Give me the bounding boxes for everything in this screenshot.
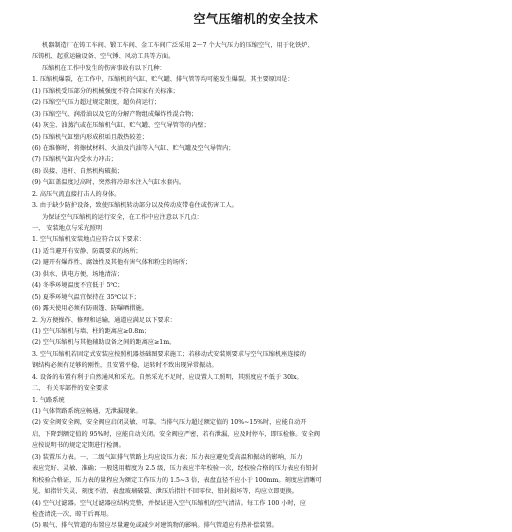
text-line: 和校验合格证，压力表的量程应为额定工作压力的 1.5~3 倍，表盘直径不应小于 100mm。刻度应清晰可 [32,476,322,484]
text-line: 启，下降到额定值的 95%时，应能自动关闭。安全阀应严密，若有泄漏，应及时停车，即压检修。安全阀 [32,430,320,438]
text-line: (2) 安全阀安全阀，安全阀应启闭灵敏、可靠。当排气压力超过额定值的 10%~15%时，应能自动开 [32,419,307,427]
text-line: 见，如指针失灵、刻度不清、表盘玻璃破裂、泄压后指针不回零位、铅封损坏等，均应立即更换。 [32,488,299,496]
text-line: 应按说明书的规定定期进行检测。 [32,442,125,450]
text-line: (1) 空气压缩机与墙、柱的距离应≥0.8m； [32,327,151,335]
text-line: 3. 由于缺少防护设备，致使压缩机转动部分以及传动皮带卷住或伤害工人。 [32,202,238,210]
text-line: 表应完好、灵敏、准确；一般选用精度为 2.5 级，压力表应半年校验一次，经校验合格的压力表应有铅封 [32,465,319,473]
text-line: (2) 空气压缩机与其他辅助设备之间的距离应≥1m。 [32,339,176,347]
text-line: 钢结构必须有足够的刚性，且安置平稳，运转时不致出现异常振动。 [32,362,218,370]
text-line: (7) 压缩机气缸内受水力冲击； [32,156,117,164]
text-line: (5) 吸气、排气管道的布置应尽量避免或减少对建筑物的影响。排气管道应有热补偿装置。 [32,522,278,530]
text-line: 4. 设备的布置有利于自然通风和采光。自然采光不足时，应设置人工照明，其照度应不低于 30lx。 [32,373,303,381]
text-line: 一、 安装地点与采光照明 [32,225,103,232]
text-line: (2) 压缩空气压力超过规定限度，超负荷运行； [32,99,161,107]
text-line: (9) 气缸盖温度过高时，突然将冷却水注入气缸水套内。 [32,179,186,187]
text-line: (1) 压缩机受压部分的机械强度不符合国家有关标准； [32,87,179,95]
text-line: (3) 供水、供电方便，场地清洁； [32,270,124,278]
text-line: (4) 灰尘、油蒸汽或在压缩机气缸、贮气罐、空气导管等的内壁； [32,122,210,130]
text-line: 压铸机、起重运输设备、空气锤、风动工具等方面。 [32,53,175,61]
document-title: 空气压缩机的安全技术 [193,12,319,26]
text-line: (5) 压缩机气缸壁内形成积垢且散热较差； [32,133,148,141]
text-line: 1. 气路系统 [32,396,65,404]
text-line: 1. 空气压缩机安装地点应符合以下要求： [32,236,146,244]
text-line: 压缩机在工作中发生的伤害事故有以下几种： [42,64,166,72]
text-line: (5) 夏季环境气温宜保持在 35℃以下； [32,293,140,301]
text-line: (4) 冬季环境温度不宜低于 5℃； [32,282,124,290]
text-line: 二、 有关零部件的安全要求 [32,385,109,393]
text-line: 机器制造厂在铸工车间、锻工车间、金工车间广泛采用 2～7 个大气压力的压缩空气，用于化铁炉、 [42,42,314,49]
text-line: 3. 空气压缩机若固定式安装应按照机器基础图要求施工；若移动式安装则要求与空气压缩机座连接的 [32,350,306,358]
text-line: (1) 适当避开有安静、防震要求的场所； [32,247,142,255]
text-line: (6) 在维修时，将擦拭材料、火油及汽油等入气缸、贮气罐及空气导管内； [32,144,235,152]
text-line: 1. 压缩机爆裂，在工作中，压缩机的气缸、贮气罐、排气管等均可能发生爆裂。其主要原因是： [32,76,294,84]
text-line: 2. 为方便操作、修理和运输，通道应满足以下要求： [32,316,176,324]
text-line: (3) 压缩空气、润滑油以及它的分解产物组成爆炸性混合物； [32,110,198,118]
text-line: (2) 避开有爆炸性、腐蚀性及其他有害气体和粉尘的场所； [32,259,192,267]
text-line: (8) 误接、违杆、自然机构破损； [32,167,124,175]
text-line: 检查清洗一次，晾干后再用。 [32,510,113,518]
text-line: 为保证空气压缩机的运行安全，在工作中应注意以下几点： [42,213,203,221]
document-body [32,40,498,532]
text-line: (3) 装置压力表。一、二级气缸排气管路上均应设压力表；压力表应避免受高温和振动的影响，压力 [32,453,303,461]
text-line: (1) 气体管路系统应畅通、无泄漏现象。 [32,408,142,415]
text-line: (4) 空气过滤器。空气过滤器应结构完整，并保证进入空气压缩机的空气清洁。每工作 100 小时，应 [32,499,306,507]
text-line: (6) 露天使用必须有防雨篷、防曝晒措施。 [32,305,148,313]
text-line: 2. 高压气流直接打击人的身体。 [32,190,121,198]
